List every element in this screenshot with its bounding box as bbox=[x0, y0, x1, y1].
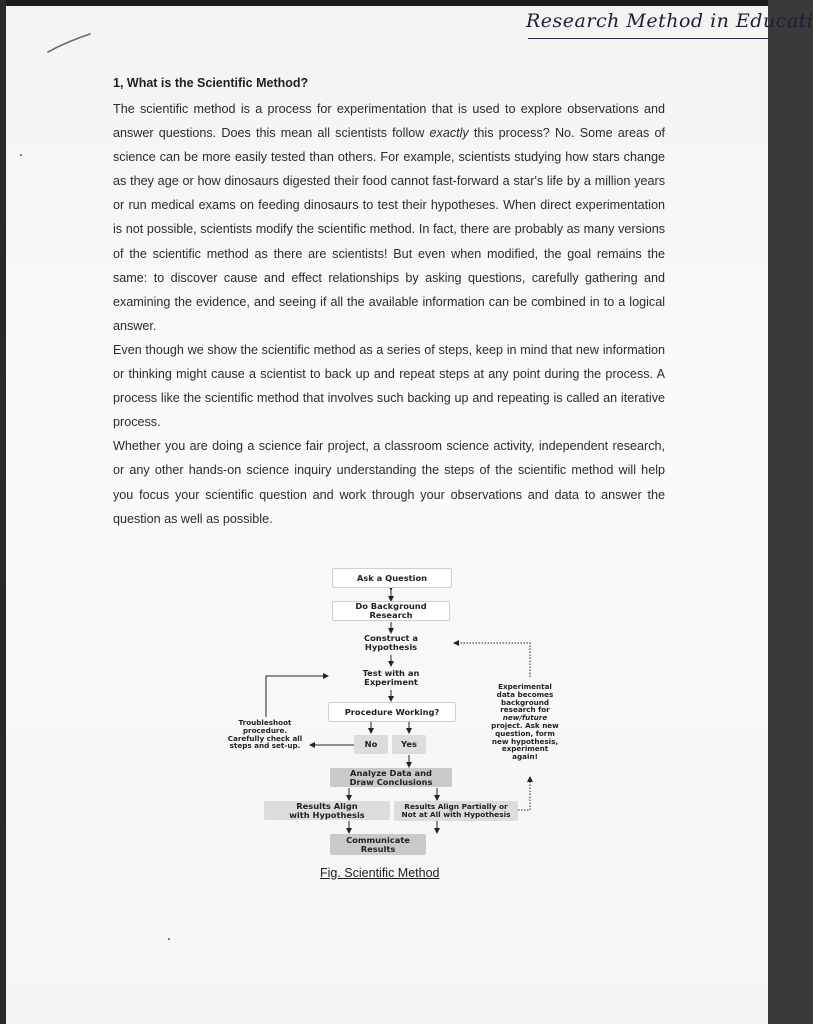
figure-caption: Fig. Scientific Method bbox=[320, 866, 440, 880]
step-construct-hypothesis: Construct a Hypothesis bbox=[364, 633, 418, 652]
body-text bbox=[113, 97, 665, 531]
paragraph-3: Whether you are doing a science fair project, a classroom science activity, independent research, or any other hands-on science inquiry understanding the steps of the scientific method will help you focus your scientific question and work through your observations and data to answer the question as well as possible. bbox=[113, 439, 665, 526]
document-page bbox=[6, 6, 813, 1024]
experimental-data-note bbox=[488, 683, 562, 761]
step-ask-question: Ask a Question bbox=[332, 568, 452, 588]
step-results-align: Results Align with Hypothesis bbox=[264, 801, 390, 820]
scientific-method-flowchart bbox=[216, 559, 559, 859]
step-no: No bbox=[354, 735, 388, 754]
experimental-note-italic: new/future bbox=[502, 713, 548, 723]
top-edge-shadow bbox=[0, 0, 768, 6]
step-test-experiment: Test with an Experiment bbox=[362, 668, 420, 687]
experimental-note-after: project. Ask new question, form new hypothesis, experiment again! bbox=[491, 720, 559, 762]
step-background-research: Do Background Research bbox=[332, 601, 450, 621]
stray-dot bbox=[20, 154, 22, 156]
left-edge-shadow bbox=[0, 0, 6, 1024]
troubleshoot-note: Troubleshoot procedure. Carefully check all steps and set-up. bbox=[227, 718, 303, 751]
emphasis-word: exactly bbox=[429, 126, 469, 141]
step-results-not-align: Results Align Partially or Not at All with Hypothesis bbox=[394, 801, 518, 821]
step-procedure-working: Procedure Working? bbox=[328, 702, 456, 722]
step-communicate-results: Communicate Results bbox=[330, 834, 426, 855]
step-yes: Yes bbox=[392, 735, 426, 754]
section-heading: 1, What is the Scientific Method? bbox=[113, 76, 309, 90]
handwritten-underline bbox=[528, 38, 768, 39]
paragraph-2: Even though we show the scientific method as a series of steps, keep in mind that new information or thinking might cause a scientist to back up and repeat steps at any point during the process. A process like the scientific method that involves such backing up and repeating is called an iterative process. bbox=[113, 342, 665, 430]
handwritten-title: Research Method in Educati bbox=[526, 10, 813, 32]
experimental-note-before: Experimental data becomes background research for bbox=[496, 682, 554, 715]
paragraph-1: The scientific method is a process for experimentation that is used to explore observations and answer questions. Does this mean all scientists follow exactly this process? No. Some areas of science can be more easily tested than others. For example, scientists studying how stars change as they age or how dinosaurs digested their food cannot fast-forward a star's life by a million years or run medical exams on feeding dinosaurs to test their hypotheses. When direct experimentation is not possible, scientists modify the scientific method. In fact, there are probably as many versions of the scientific method as there are scientists! But even when modified, the goal remains the same: to discover cause and effect relationships by asking questions, carefully gathering and examining the evidence, and seeing if all the available information can be combined in to a logical answer. bbox=[113, 102, 665, 333]
step-analyze-data: Analyze Data and Draw Conclusions bbox=[330, 768, 452, 787]
stray-dot bbox=[168, 938, 170, 940]
pen-stroke-mark bbox=[46, 32, 96, 56]
